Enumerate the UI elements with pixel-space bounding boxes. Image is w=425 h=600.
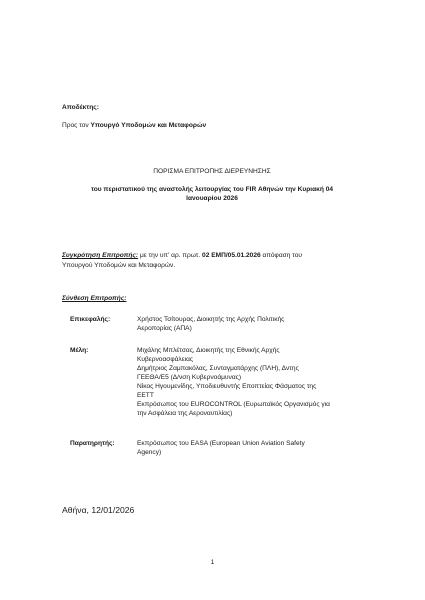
head-line: Αεροπορίας (ΑΠΑ): [137, 325, 192, 332]
constitution-text-before: με την υπ' αρ. πρωτ.: [138, 252, 203, 259]
document-subtitle-line1: του περιστατικού της αναστολής λειτουργίας του FIR Αθηνών την Κυριακή 04: [90, 186, 334, 193]
observer-line: Agency): [137, 449, 162, 456]
member-line: Εκπρόσωπος του EUROCONTROL (Ευρωπαϊκός Οργανισμός για: [137, 401, 330, 408]
document-subtitle-line2: Ιανουαρίου 2026: [186, 195, 238, 202]
member-line: Μιχάλης Μπλέτσας, Διοικητής της Εθνικής Αρχής: [137, 347, 280, 354]
constitution-line1: [62, 251, 362, 260]
head-block: [137, 315, 367, 333]
head-line: Χρήστος Τσίτουρας, Διοικητής της Αρχής Πολιτικής: [137, 316, 285, 323]
constitution-label: Συγκρότηση Επιτροπής:: [62, 252, 139, 259]
recipient-prefix: Προς τον: [62, 122, 91, 129]
member-line: την Ασφάλεια της Αεροναυτιλίας): [137, 410, 233, 417]
recipient-line: [62, 121, 206, 130]
page-number: 1: [210, 559, 215, 566]
place-date: Αθήνα, 12/01/2026: [62, 505, 135, 515]
recipient-label: Αποδέκτης:: [62, 104, 99, 111]
constitution-doc-number: 02 ΕΜΠ/05.01.2026: [202, 252, 261, 259]
constitution-text-after: απόφαση του: [260, 252, 302, 259]
member-line: Κυβερνοασφάλειας: [137, 356, 194, 363]
member-line: Νίκος Ηγουμενίδης, Υποδιευθυντής Εποπτείας Φάσματος της: [137, 383, 317, 390]
member-line: ΓΕΕΘΑ/Ε5 (Δ/νση Κυβερνοάμυνας): [137, 374, 242, 381]
member-line: ΕΕΤΤ: [137, 392, 154, 399]
head-label: Επικεφαλής:: [70, 316, 111, 323]
members-block: [137, 346, 367, 418]
observer-block: [137, 439, 367, 457]
composition-label: Σύνθεση Επιτροπής:: [62, 295, 127, 302]
members-label: Μέλη:: [70, 347, 89, 354]
recipient-name: Υπουργό Υποδομών και Μεταφορών: [90, 122, 207, 129]
member-line: Δημήτριος Ζαμπακόλας, Συνταγματάρχης (ΠΛΗ), Δντης: [137, 365, 299, 372]
observer-line: Εκπρόσωπος του EASA (European Union Aviation Safety: [137, 440, 305, 447]
document-title: ΠΟΡΙΣΜΑ ΕΠΙΤΡΟΠΗΣ ΔΙΕΡΕΥΝΗΣΗΣ: [153, 168, 271, 175]
constitution-line2: Υπουργού Υποδομών και Μεταφορών.: [62, 262, 176, 269]
observer-label: Παρατηρητής:: [70, 440, 115, 447]
